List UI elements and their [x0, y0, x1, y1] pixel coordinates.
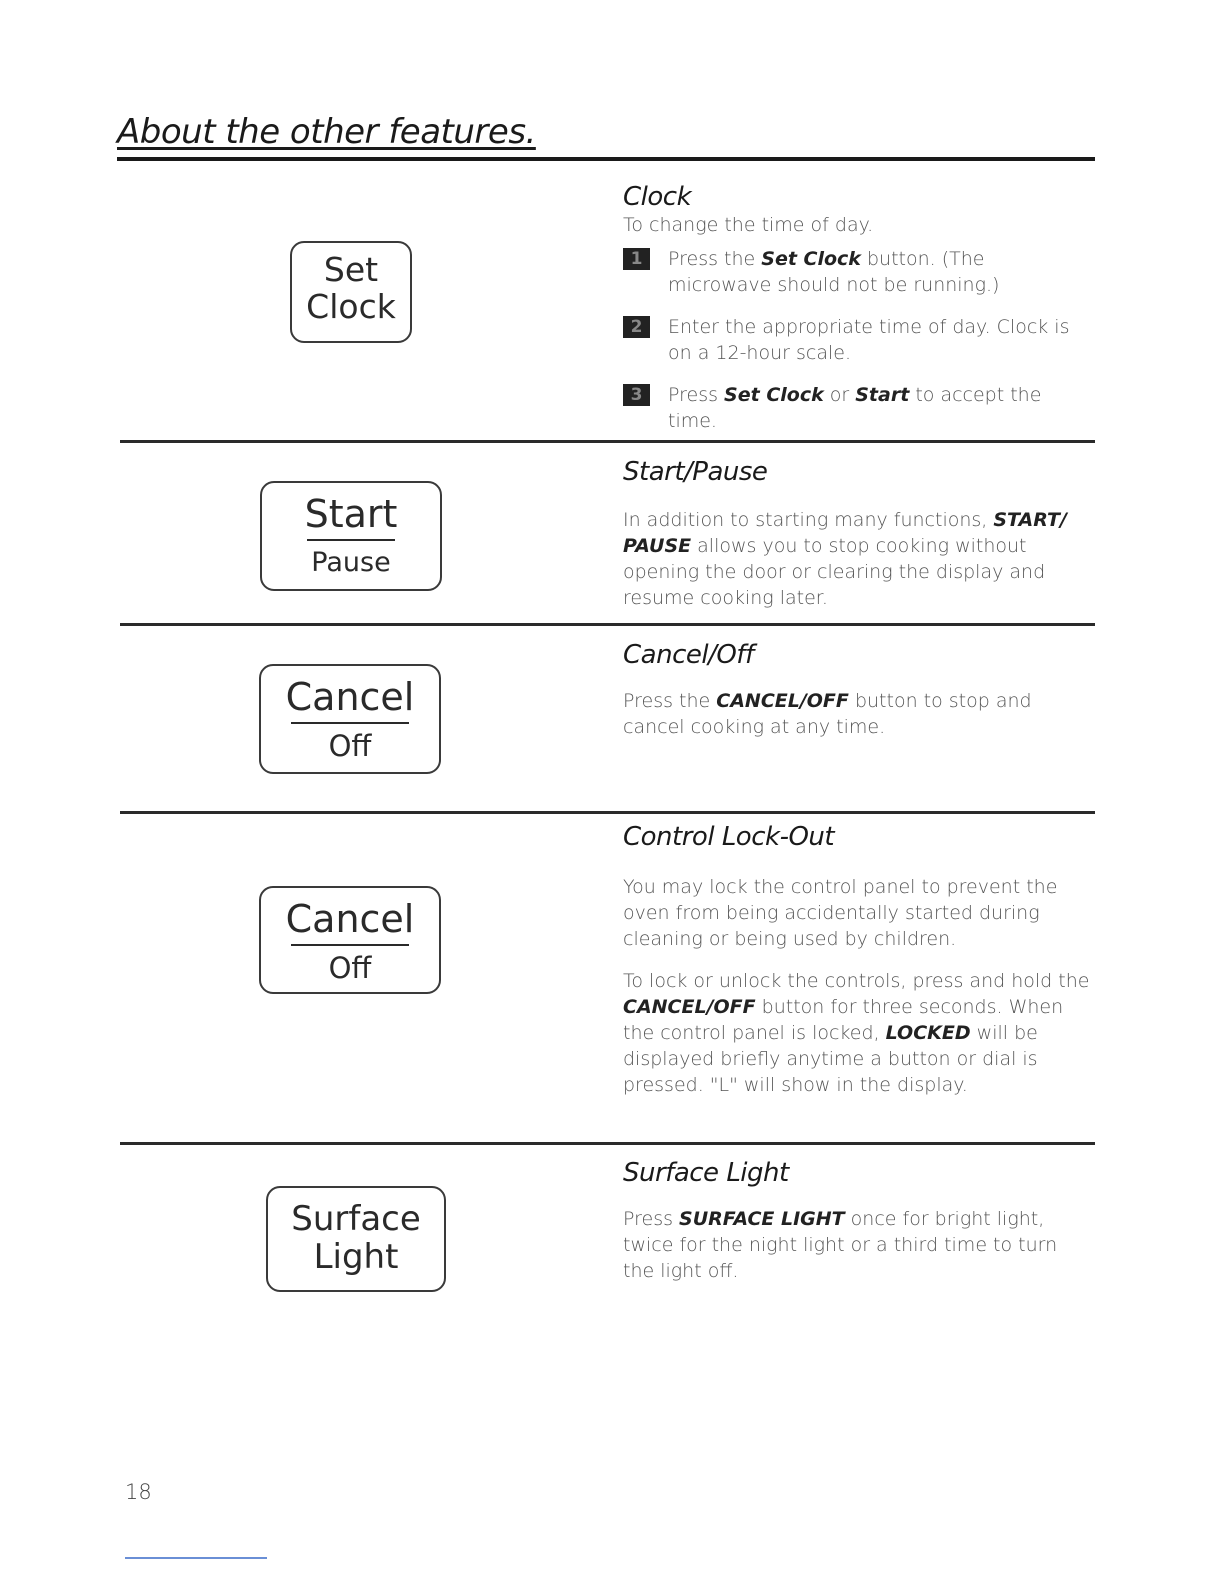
step-2-badge: 2: [623, 316, 650, 338]
step-3-badge: 3: [623, 384, 650, 406]
surface-light-em: SURFACE LIGHT: [679, 1208, 845, 1230]
section-divider: [120, 623, 1095, 626]
start-key-top: Start: [304, 492, 398, 536]
step-3-em-1: Set Clock: [724, 384, 824, 406]
surface-light-body: [623, 1206, 1093, 1284]
surface-light-heading: Surface Light: [623, 1158, 789, 1188]
clock-section: [623, 182, 1093, 450]
clock-steps: [623, 246, 1093, 434]
lockout-text-c: will be displayed briefly anytime a button or dial is pressed. "L" will show in the display.: [623, 1022, 1038, 1096]
step-1-text-a: Press the: [668, 248, 762, 270]
key-divider: [307, 539, 395, 541]
clock-step-2: [623, 314, 1093, 366]
control-lockout-para-2: [623, 968, 1093, 1098]
start-pause-heading: Start/Pause: [623, 457, 768, 487]
control-lockout-section: [623, 822, 1093, 1098]
clock-step-1: [623, 246, 1093, 298]
cancel-off-section: [623, 640, 1093, 740]
page-title: About the other features.: [117, 112, 536, 152]
set-clock-key-icon: [290, 241, 412, 343]
key-divider: [291, 944, 409, 946]
off-key-bottom: Off: [328, 729, 372, 763]
cancel-off-text-b: button to stop and cancel cooking at any time.: [623, 690, 1032, 738]
step-3-text-a: Press: [668, 384, 725, 406]
start-pause-text-b: allows you to stop cooking without opening the door or clearing the display and resume cooking later.: [623, 535, 1046, 609]
pause-key-bottom: Pause: [311, 547, 391, 578]
cancel-off-body: [623, 688, 1093, 740]
footer-link-underline: [125, 1557, 267, 1559]
step-1-text-b: button. (The microwave should not be running.): [668, 248, 1000, 296]
start-pause-em: START/ PAUSE: [623, 509, 1067, 557]
step-3-em-2: Start: [855, 384, 910, 406]
cancel-key-top: Cancel: [285, 675, 415, 719]
surface-key-top: Surface: [291, 1199, 421, 1239]
control-lockout-heading: Control Lock-Out: [623, 822, 835, 852]
step-3-text-c: to accept the time.: [668, 384, 1042, 432]
lockout-em-2: LOCKED: [885, 1022, 971, 1044]
lockout-text-b: button for three seconds. When the control panel is locked,: [623, 996, 1064, 1044]
cancel-off-em: CANCEL/OFF: [716, 690, 849, 712]
clock-heading: Clock: [623, 182, 692, 212]
lockout-cancel-key-top: Cancel: [285, 897, 415, 941]
control-lockout-para-1: You may lock the control panel to prevent the oven from being accidentally started during cleaning or being used by children.: [623, 876, 1058, 950]
step-1-em: Set Clock: [761, 248, 861, 270]
start-pause-section: [623, 457, 1093, 611]
start-pause-key-icon: [260, 481, 442, 591]
set-clock-key-bottom: Clock: [306, 287, 396, 326]
cancel-off-heading: Cancel/Off: [623, 640, 754, 670]
cancel-off-text-a: Press the: [623, 690, 717, 712]
clock-step-3: [623, 382, 1093, 434]
step-1-badge: 1: [623, 248, 650, 270]
light-key-bottom: Light: [313, 1237, 399, 1277]
clock-intro: To change the time of day.: [623, 214, 874, 236]
page-number: 18: [125, 1480, 152, 1504]
lockout-off-key-bottom: Off: [328, 951, 372, 985]
surface-light-key-icon: [266, 1186, 446, 1292]
set-clock-key-top: Set: [323, 250, 379, 289]
key-divider: [291, 722, 409, 724]
cancel-off-key-icon: [259, 664, 441, 774]
step-3-text-b: or: [823, 384, 856, 406]
lockout-em-1: CANCEL/OFF: [623, 996, 756, 1018]
start-pause-body: [623, 507, 1093, 611]
surface-light-text-b: once for bright light, twice for the night light or a third time to turn the light off.: [623, 1208, 1058, 1282]
title-rule: [117, 157, 1095, 161]
section-divider: [120, 1142, 1095, 1145]
surface-light-section: [623, 1158, 1093, 1284]
section-divider: [120, 440, 1095, 443]
lockout-text-a: To lock or unlock the controls, press and hold the: [623, 970, 1090, 992]
step-2-text: Enter the appropriate time of day. Clock is on a 12-hour scale.: [668, 316, 1070, 364]
section-divider: [120, 811, 1095, 814]
start-pause-text-a: In addition to starting many functions,: [623, 509, 994, 531]
surface-light-text-a: Press: [623, 1208, 680, 1230]
lockout-cancel-off-key-icon: [259, 886, 441, 994]
